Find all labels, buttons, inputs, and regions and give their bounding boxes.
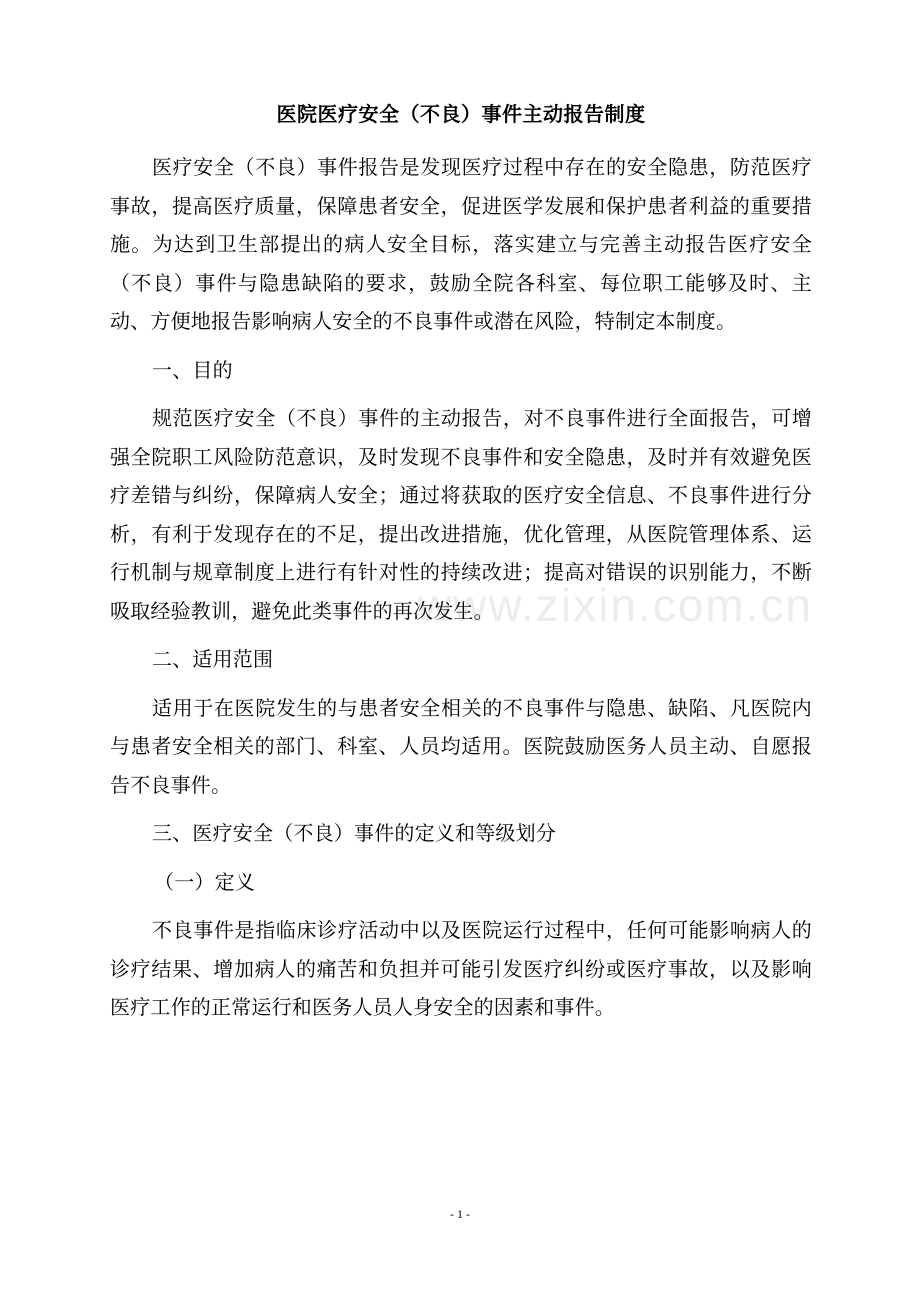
definition-paragraph: 不良事件是指临床诊疗活动中以及医院运行过程中，任何可能影响病人的诊疗结果、增加病人的痛苦和负担并可能引发医疗纠纷或医疗事故，以及影响医疗工作的正常运行和医务人员人身安全的因素和事件。 [110,918,812,1019]
scope-paragraph: 适用于在医院发生的与患者安全相关的不良事件与隐患、缺陷、凡医院内与患者安全相关的部门、科室、人员均适用。医院鼓励医务人员主动、自愿报告不良事件。 [110,695,812,797]
section-heading-definition-grading: 三、医疗安全（不良）事件的定义和等级划分 [152,821,556,845]
section-heading-purpose: 一、目的 [152,357,233,382]
watermark: www.zixin.com.cn [418,579,813,631]
subsection-heading-definition: （一）定义 [154,869,255,894]
section-heading-scope: 二、适用范围 [152,647,274,671]
purpose-paragraph: 规范医疗安全（不良）事件的主动报告，对不良事件进行全面报告，可增强全院职工风险防范意识，及时发现不良事件和安全隐患，及时并有效避免医疗差错与纠纷，保障病人安全；通过将获取的医疗安全信息、不良事件进行分析，有利于发现存在的不足，提出改进措施，优化管理，从医院管理体系、运行机制与规章制度上进行有针对性的持续改进；提高对错误的识别能力，不断吸取经验教训，避免此类事件的再次发生。 [110,406,812,623]
page-number: - 1 - [450,1207,470,1221]
document-title: 医院医疗安全（不良）事件主动报告制度 [276,102,646,126]
intro-paragraph: 医疗安全（不良）事件报告是发现医疗过程中存在的安全隐患，防范医疗事故，提高医疗质量，保障患者安全，促进医学发展和保护患者利益的重要措施。为达到卫生部提出的病人安全目标，落实建立与完善主动报告医疗安全（不良）事件与隐患缺陷的要求，鼓励全院各科室、每位职工能够及时、主动、方便地报告影响病人安全的不良事件或潜在风险，特制定本制度。 [110,155,812,333]
document-body [110,94,812,1027]
